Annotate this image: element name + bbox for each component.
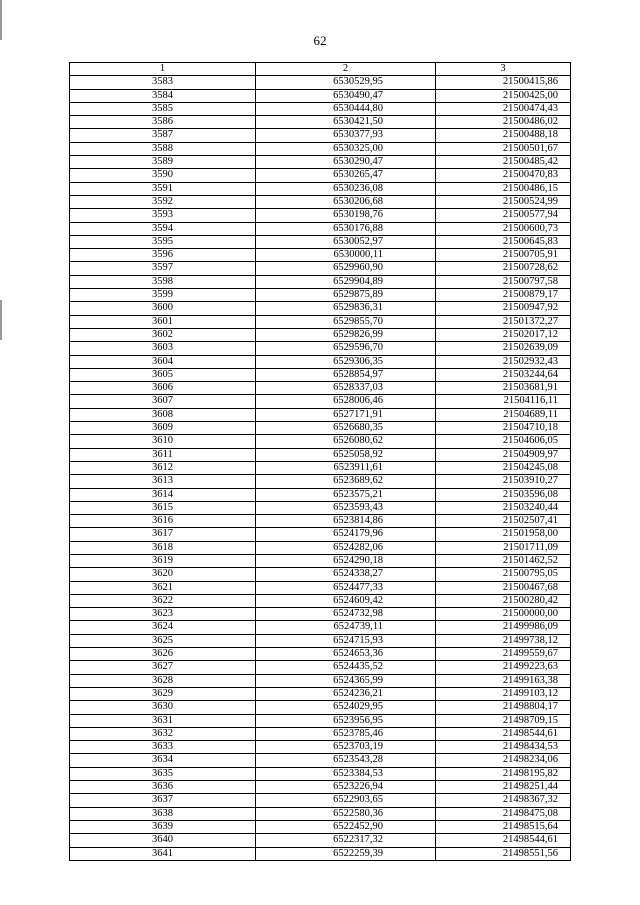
table-row [70,142,571,155]
point-number-cell: 3622 [70,594,256,607]
column-header-2: 2 [256,63,436,76]
table-row [70,608,571,621]
point-number-cell: 3584 [70,89,256,102]
point-number-cell: 3641 [70,847,256,860]
x-coordinate-cell: 6529855,70 [256,315,436,328]
x-coordinate-cell: 6529596,70 [256,342,436,355]
point-number-cell: 3612 [70,461,256,474]
x-coordinate-cell: 6523689,62 [256,475,436,488]
table-row [70,102,571,115]
point-number-cell: 3583 [70,76,256,89]
y-coordinate-cell: 21502507,41 [436,515,571,528]
x-coordinate-cell: 6524435,52 [256,661,436,674]
table-row [70,169,571,182]
x-coordinate-cell: 6530377,93 [256,129,436,142]
x-coordinate-cell: 6530290,47 [256,156,436,169]
y-coordinate-cell: 21500486,15 [436,182,571,195]
point-number-cell: 3633 [70,741,256,754]
point-number-cell: 3620 [70,568,256,581]
scan-edge-mark-mid [0,300,2,340]
table-body [70,76,571,861]
x-coordinate-cell: 6524477,33 [256,581,436,594]
point-number-cell: 3601 [70,315,256,328]
point-number-cell: 3595 [70,235,256,248]
y-coordinate-cell: 21504245,08 [436,461,571,474]
table-row [70,116,571,129]
table-row [70,262,571,275]
y-coordinate-cell: 21504606,05 [436,435,571,448]
x-coordinate-cell: 6522317,32 [256,834,436,847]
x-coordinate-cell: 6522580,36 [256,807,436,820]
y-coordinate-cell: 21500000,00 [436,608,571,621]
table-row [70,195,571,208]
table-row [70,807,571,820]
x-coordinate-cell: 6524732,98 [256,608,436,621]
x-coordinate-cell: 6523384,53 [256,767,436,780]
point-number-cell: 3625 [70,634,256,647]
table-row [70,461,571,474]
point-number-cell: 3637 [70,794,256,807]
point-number-cell: 3624 [70,621,256,634]
x-coordinate-cell: 6524290,18 [256,554,436,567]
table-row [70,422,571,435]
point-number-cell: 3608 [70,408,256,421]
table-row [70,754,571,767]
table-row [70,342,571,355]
point-number-cell: 3610 [70,435,256,448]
y-coordinate-cell: 21504689,11 [436,408,571,421]
table-row [70,594,571,607]
y-coordinate-cell: 21502932,43 [436,355,571,368]
point-number-cell: 3588 [70,142,256,155]
y-coordinate-cell: 21499103,12 [436,687,571,700]
point-number-cell: 3617 [70,528,256,541]
y-coordinate-cell: 21503596,08 [436,488,571,501]
x-coordinate-cell: 6530325,00 [256,142,436,155]
point-number-cell: 3639 [70,820,256,833]
table-row [70,382,571,395]
point-number-cell: 3602 [70,328,256,341]
y-coordinate-cell: 21500947,92 [436,302,571,315]
x-coordinate-cell: 6530206,68 [256,195,436,208]
table-row [70,741,571,754]
table-row [70,368,571,381]
table-row [70,488,571,501]
y-coordinate-cell: 21501711,09 [436,541,571,554]
coordinates-table [69,62,571,861]
table-row [70,834,571,847]
point-number-cell: 3596 [70,249,256,262]
x-coordinate-cell: 6530176,88 [256,222,436,235]
x-coordinate-cell: 6524029,95 [256,701,436,714]
x-coordinate-cell: 6523593,43 [256,501,436,514]
y-coordinate-cell: 21500486,02 [436,116,571,129]
y-coordinate-cell: 21498804,17 [436,701,571,714]
x-coordinate-cell: 6530236,08 [256,182,436,195]
table-row [70,156,571,169]
x-coordinate-cell: 6523911,61 [256,461,436,474]
x-coordinate-cell: 6523703,19 [256,741,436,754]
y-coordinate-cell: 21500474,43 [436,102,571,115]
point-number-cell: 3599 [70,289,256,302]
x-coordinate-cell: 6529836,31 [256,302,436,315]
y-coordinate-cell: 21498709,15 [436,714,571,727]
y-coordinate-cell: 21498544,61 [436,727,571,740]
y-coordinate-cell: 21500501,67 [436,142,571,155]
y-coordinate-cell: 21502017,12 [436,328,571,341]
x-coordinate-cell: 6524236,21 [256,687,436,700]
point-number-cell: 3638 [70,807,256,820]
y-coordinate-cell: 21499559,67 [436,648,571,661]
point-number-cell: 3594 [70,222,256,235]
y-coordinate-cell: 21502639,09 [436,342,571,355]
table-row [70,182,571,195]
y-coordinate-cell: 21501462,52 [436,554,571,567]
x-coordinate-cell: 6523814,86 [256,515,436,528]
x-coordinate-cell: 6530265,47 [256,169,436,182]
x-coordinate-cell: 6524365,99 [256,674,436,687]
y-coordinate-cell: 21504909,97 [436,448,571,461]
point-number-cell: 3616 [70,515,256,528]
y-coordinate-cell: 21503910,27 [436,475,571,488]
y-coordinate-cell: 21498195,82 [436,767,571,780]
table-row [70,847,571,860]
table-row [70,781,571,794]
x-coordinate-cell: 6522259,39 [256,847,436,860]
point-number-cell: 3636 [70,781,256,794]
table-row [70,701,571,714]
x-coordinate-cell: 6522903,65 [256,794,436,807]
point-number-cell: 3630 [70,701,256,714]
y-coordinate-cell: 21500485,42 [436,156,571,169]
point-number-cell: 3597 [70,262,256,275]
table-row [70,235,571,248]
point-number-cell: 3611 [70,448,256,461]
y-coordinate-cell: 21499163,38 [436,674,571,687]
table-row [70,541,571,554]
point-number-cell: 3618 [70,541,256,554]
table-header [70,63,571,76]
x-coordinate-cell: 6530490,47 [256,89,436,102]
table-row [70,501,571,514]
table-row [70,395,571,408]
y-coordinate-cell: 21503244,64 [436,368,571,381]
x-coordinate-cell: 6528854,97 [256,368,436,381]
column-header-3: 3 [436,63,571,76]
point-number-cell: 3585 [70,102,256,115]
table-row [70,89,571,102]
point-number-cell: 3621 [70,581,256,594]
table-row [70,475,571,488]
x-coordinate-cell: 6526680,35 [256,422,436,435]
x-coordinate-cell: 6530052,97 [256,235,436,248]
x-coordinate-cell: 6530000,11 [256,249,436,262]
x-coordinate-cell: 6527171,91 [256,408,436,421]
y-coordinate-cell: 21500488,18 [436,129,571,142]
point-number-cell: 3627 [70,661,256,674]
table-row [70,328,571,341]
y-coordinate-cell: 21504116,11 [436,395,571,408]
y-coordinate-cell: 21500425,00 [436,89,571,102]
point-number-cell: 3613 [70,475,256,488]
x-coordinate-cell: 6530421,50 [256,116,436,129]
point-number-cell: 3635 [70,767,256,780]
x-coordinate-cell: 6526080,62 [256,435,436,448]
table-row [70,568,571,581]
table-row [70,315,571,328]
table-row [70,129,571,142]
x-coordinate-cell: 6523226,94 [256,781,436,794]
point-number-cell: 3628 [70,674,256,687]
point-number-cell: 3586 [70,116,256,129]
x-coordinate-cell: 6528006,46 [256,395,436,408]
table-row [70,727,571,740]
y-coordinate-cell: 21500797,58 [436,275,571,288]
point-number-cell: 3607 [70,395,256,408]
point-number-cell: 3590 [70,169,256,182]
y-coordinate-cell: 21500879,17 [436,289,571,302]
x-coordinate-cell: 6530198,76 [256,209,436,222]
y-coordinate-cell: 21503681,91 [436,382,571,395]
x-coordinate-cell: 6530444,80 [256,102,436,115]
x-coordinate-cell: 6530529,95 [256,76,436,89]
table-row [70,528,571,541]
table-row [70,448,571,461]
y-coordinate-cell: 21500705,91 [436,249,571,262]
point-number-cell: 3593 [70,209,256,222]
y-coordinate-cell: 21501958,00 [436,528,571,541]
y-coordinate-cell: 21499738,12 [436,634,571,647]
table-row [70,820,571,833]
table-row [70,661,571,674]
table-row [70,302,571,315]
point-number-cell: 3598 [70,275,256,288]
header-row [70,63,571,76]
x-coordinate-cell: 6522452,90 [256,820,436,833]
x-coordinate-cell: 6529960,90 [256,262,436,275]
y-coordinate-cell: 21500645,83 [436,235,571,248]
y-coordinate-cell: 21499986,09 [436,621,571,634]
y-coordinate-cell: 21500795,05 [436,568,571,581]
point-number-cell: 3614 [70,488,256,501]
table-row [70,435,571,448]
table-row [70,289,571,302]
point-number-cell: 3591 [70,182,256,195]
table-row [70,76,571,89]
table-row [70,581,571,594]
table-row [70,714,571,727]
point-number-cell: 3604 [70,355,256,368]
point-number-cell: 3609 [70,422,256,435]
x-coordinate-cell: 6529904,89 [256,275,436,288]
table-row [70,621,571,634]
x-coordinate-cell: 6529875,89 [256,289,436,302]
y-coordinate-cell: 21498367,32 [436,794,571,807]
y-coordinate-cell: 21499223,63 [436,661,571,674]
point-number-cell: 3634 [70,754,256,767]
x-coordinate-cell: 6523575,21 [256,488,436,501]
y-coordinate-cell: 21498434,53 [436,741,571,754]
point-number-cell: 3592 [70,195,256,208]
y-coordinate-cell: 21500415,86 [436,76,571,89]
y-coordinate-cell: 21498515,64 [436,820,571,833]
point-number-cell: 3632 [70,727,256,740]
x-coordinate-cell: 6524653,36 [256,648,436,661]
table-row [70,674,571,687]
table-row [70,222,571,235]
y-coordinate-cell: 21498251,44 [436,781,571,794]
x-coordinate-cell: 6528337,03 [256,382,436,395]
x-coordinate-cell: 6524179,96 [256,528,436,541]
point-number-cell: 3640 [70,834,256,847]
y-coordinate-cell: 21500728,62 [436,262,571,275]
point-number-cell: 3605 [70,368,256,381]
x-coordinate-cell: 6524715,93 [256,634,436,647]
table-row [70,767,571,780]
table-row [70,249,571,262]
x-coordinate-cell: 6523956,95 [256,714,436,727]
y-coordinate-cell: 21498234,06 [436,754,571,767]
point-number-cell: 3587 [70,129,256,142]
table-row [70,209,571,222]
x-coordinate-cell: 6523785,46 [256,727,436,740]
point-number-cell: 3606 [70,382,256,395]
y-coordinate-cell: 21500524,99 [436,195,571,208]
point-number-cell: 3589 [70,156,256,169]
y-coordinate-cell: 21500577,94 [436,209,571,222]
y-coordinate-cell: 21503240,44 [436,501,571,514]
point-number-cell: 3615 [70,501,256,514]
x-coordinate-cell: 6525058,92 [256,448,436,461]
y-coordinate-cell: 21498475,08 [436,807,571,820]
table-row [70,408,571,421]
y-coordinate-cell: 21498551,56 [436,847,571,860]
point-number-cell: 3626 [70,648,256,661]
point-number-cell: 3631 [70,714,256,727]
column-header-1: 1 [70,63,256,76]
point-number-cell: 3629 [70,687,256,700]
table-row [70,648,571,661]
x-coordinate-cell: 6529306,35 [256,355,436,368]
page-number: 62 [313,33,327,48]
y-coordinate-cell: 21500467,68 [436,581,571,594]
point-number-cell: 3600 [70,302,256,315]
table-row [70,554,571,567]
x-coordinate-cell: 6524739,11 [256,621,436,634]
point-number-cell: 3623 [70,608,256,621]
y-coordinate-cell: 21498544,61 [436,834,571,847]
table-row [70,794,571,807]
table-row [70,634,571,647]
x-coordinate-cell: 6524282,06 [256,541,436,554]
y-coordinate-cell: 21504710,18 [436,422,571,435]
table-row [70,275,571,288]
point-number-cell: 3619 [70,554,256,567]
point-number-cell: 3603 [70,342,256,355]
x-coordinate-cell: 6524338,27 [256,568,436,581]
table-row [70,687,571,700]
x-coordinate-cell: 6524609,42 [256,594,436,607]
y-coordinate-cell: 21500280,42 [436,594,571,607]
x-coordinate-cell: 6529826,99 [256,328,436,341]
table-row [70,515,571,528]
y-coordinate-cell: 21501372,27 [436,315,571,328]
y-coordinate-cell: 21500470,83 [436,169,571,182]
x-coordinate-cell: 6523543,28 [256,754,436,767]
table-row [70,355,571,368]
y-coordinate-cell: 21500600,73 [436,222,571,235]
